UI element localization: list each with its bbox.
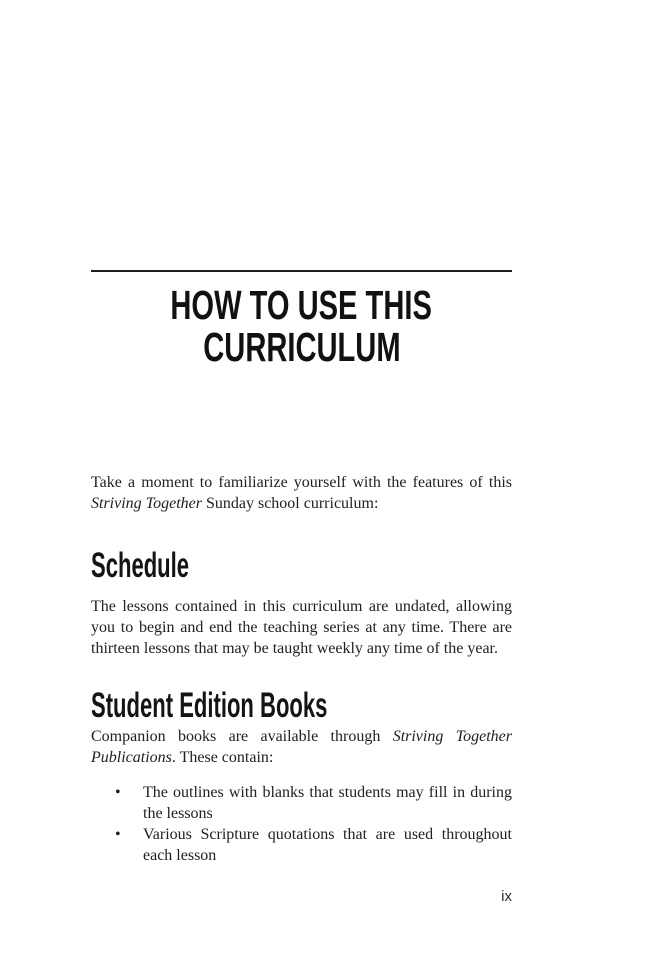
chapter-title-text-2: CURRICULUM bbox=[202, 324, 401, 370]
text-line: Various Scripture quotations that are used throughout bbox=[143, 826, 512, 843]
text-line: The lessons contained in this curriculum are undated, allowing bbox=[91, 598, 512, 615]
schedule-heading bbox=[91, 548, 512, 583]
chapter-title-line-1 bbox=[91, 284, 512, 326]
text-line: The outlines with blanks that students may fill in during bbox=[143, 784, 512, 801]
text-line: the lessons bbox=[143, 805, 213, 822]
chapter-title-text-1: HOW TO USE THIS bbox=[170, 282, 433, 328]
text-line bbox=[91, 493, 512, 514]
schedule-heading-text: Schedule bbox=[91, 546, 190, 585]
text-line: each lesson bbox=[143, 847, 217, 864]
text-line bbox=[91, 747, 512, 768]
chapter-title bbox=[91, 284, 512, 368]
intro-paragraph bbox=[91, 472, 512, 514]
bullet-marker-icon: • bbox=[115, 784, 121, 801]
list-item bbox=[91, 824, 512, 866]
page-number: ix bbox=[501, 888, 512, 905]
text-line: Take a moment to familiarize yourself with the features of this bbox=[91, 474, 512, 491]
student-edition-books-heading bbox=[91, 688, 512, 723]
bullet-list bbox=[91, 782, 512, 866]
student-line2-rest: . These contain: bbox=[171, 749, 274, 766]
list-item bbox=[91, 782, 512, 824]
chapter-divider-rule bbox=[91, 270, 512, 272]
italic-series-name: Striving Together bbox=[91, 495, 202, 512]
italic-publisher-name-part1: Striving Together bbox=[392, 728, 513, 745]
chapter-title-line-2 bbox=[91, 326, 512, 368]
text-line bbox=[91, 726, 512, 747]
italic-publisher-name-part2: Publications bbox=[91, 749, 172, 766]
student-line1-regular: Companion books are available through bbox=[91, 728, 393, 745]
text-line: you to begin and end the teaching series at any time. There are bbox=[91, 619, 512, 636]
bullet-marker-icon: • bbox=[115, 826, 121, 843]
text-line: thirteen lessons that may be taught weekly any time of the year. bbox=[91, 640, 498, 657]
schedule-paragraph bbox=[91, 596, 512, 659]
student-edition-books-heading-text: Student Edition Books bbox=[91, 686, 328, 725]
student-books-paragraph bbox=[91, 726, 512, 768]
intro-line2-rest: Sunday school curriculum: bbox=[201, 495, 379, 512]
